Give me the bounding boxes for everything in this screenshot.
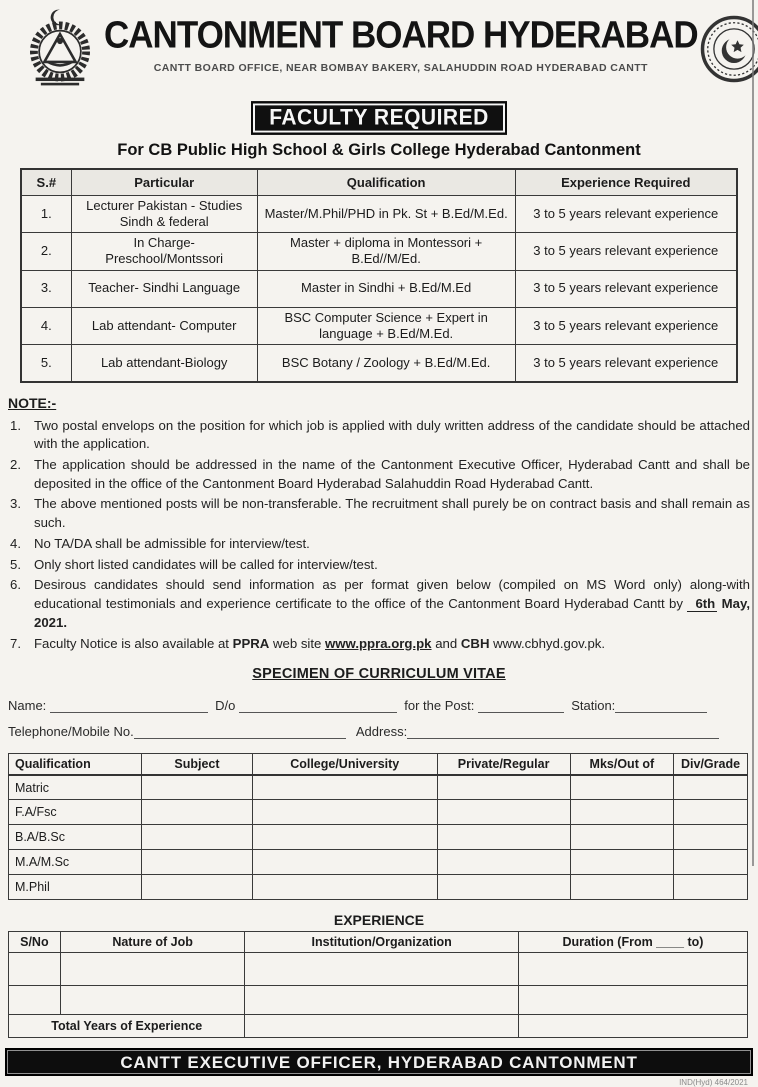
qualification-level-cell: Matric xyxy=(9,775,142,800)
qualification-level-cell: F.A/Fsc xyxy=(9,800,142,825)
note-text-part: web site xyxy=(272,635,322,651)
phone-label: Telephone/Mobile No. xyxy=(8,724,134,740)
empty-cell xyxy=(674,825,748,850)
experience-cell: 3 to 5 years relevant experience xyxy=(515,233,737,271)
qualification-level-cell: B.A/B.Sc xyxy=(9,825,142,850)
qualification-cell: Master in Sindhi + B.Ed/M.Ed xyxy=(257,270,515,307)
empty-cell xyxy=(437,800,570,825)
list-item xyxy=(8,635,750,654)
cantonment-board-crest-icon xyxy=(16,8,104,93)
list-item xyxy=(8,456,750,493)
sno-cell: 4. xyxy=(21,307,71,345)
table-row xyxy=(21,195,737,233)
footer-signature-bar: CANTT EXECUTIVE OFFICER, HYDERABAD CANTONMENT xyxy=(5,1048,753,1076)
empty-cell xyxy=(437,775,570,800)
empty-cell xyxy=(252,800,437,825)
header-titles xyxy=(104,8,698,74)
header-div-grade: Div/Grade xyxy=(674,754,748,775)
scan-edge-line xyxy=(752,0,754,866)
note-text: The application should be addressed in the name of the Cantonment Executive Officer, Hyderabad Cantt and shall be deposited in the office of the Cantonment Board Hyderabad Salahuddin Road Hyderabad Cantt. xyxy=(34,456,750,491)
empty-cell xyxy=(252,875,437,900)
qualification-level-cell: M.A/M.Sc xyxy=(9,850,142,875)
empty-cell xyxy=(142,800,253,825)
table-row xyxy=(21,307,737,345)
empty-cell xyxy=(142,775,253,800)
particular-cell: In Charge- Preschool/Montssori xyxy=(71,233,257,271)
address-blank-line xyxy=(407,726,719,739)
list-item xyxy=(8,495,750,532)
daughter-of-label: D/o xyxy=(215,698,236,714)
table-row xyxy=(21,270,737,307)
note-number: 6. xyxy=(10,577,21,593)
header-institution: Institution/Organization xyxy=(245,932,518,953)
header-college: College/University xyxy=(252,754,437,775)
empty-cell xyxy=(252,850,437,875)
cbh-label: CBH xyxy=(460,635,490,651)
empty-cell xyxy=(245,986,518,1015)
note-text-part: and xyxy=(435,635,458,651)
sno-cell: 5. xyxy=(21,345,71,382)
qualification-cell: Master/M.Phil/PHD in Pk. St + B.Ed/M.Ed. xyxy=(257,195,515,233)
empty-cell xyxy=(437,875,570,900)
list-item xyxy=(8,417,750,454)
header-sno: S/No xyxy=(9,932,61,953)
note-number: 2. xyxy=(10,456,21,472)
faculty-required-banner: FACULTY REQUIRED xyxy=(251,101,507,135)
station-blank-line xyxy=(615,700,707,713)
empty-cell xyxy=(437,825,570,850)
qualification-table xyxy=(8,753,748,900)
experience-cell: 3 to 5 years relevant experience xyxy=(515,195,737,233)
particular-cell: Teacher- Sindhi Language xyxy=(71,270,257,307)
header-particular: Particular xyxy=(71,169,257,195)
note-text xyxy=(34,576,750,632)
qualification-cell: BSC Botany / Zoology + B.Ed/M.Ed. xyxy=(257,345,515,382)
table-row xyxy=(9,875,748,900)
note-text xyxy=(34,635,750,654)
empty-cell xyxy=(570,775,673,800)
empty-cell xyxy=(570,850,673,875)
note-number: 7. xyxy=(10,635,21,651)
experience-header-row xyxy=(9,932,748,953)
sno-cell: 2. xyxy=(21,233,71,271)
empty-cell xyxy=(570,800,673,825)
list-item xyxy=(8,556,750,575)
experience-total-row xyxy=(9,1015,748,1038)
experience-cell: 3 to 5 years relevant experience xyxy=(515,270,737,307)
address-label: Address: xyxy=(355,724,408,740)
empty-cell xyxy=(142,850,253,875)
qualification-level-cell: M.Phil xyxy=(9,875,142,900)
daughter-of-blank-line xyxy=(239,700,397,713)
experience-cell: 3 to 5 years relevant experience xyxy=(515,345,737,382)
empty-cell xyxy=(570,875,673,900)
positions-table xyxy=(20,168,738,383)
notes-list xyxy=(8,417,750,654)
post-label: for the Post: xyxy=(404,698,475,714)
org-address: CANTT BOARD OFFICE, NEAR BOMBAY BAKERY, SALAHUDDIN ROAD HYDERABAD CANTT xyxy=(153,62,648,74)
list-item xyxy=(8,576,750,632)
header-nature-of-job: Nature of Job xyxy=(60,932,245,953)
table-row xyxy=(21,233,737,271)
sno-cell: 3. xyxy=(21,270,71,307)
cv-form-line-1 xyxy=(8,698,750,713)
empty-cell xyxy=(252,775,437,800)
empty-cell xyxy=(570,825,673,850)
empty-cell xyxy=(437,850,570,875)
header xyxy=(0,0,758,93)
empty-cell xyxy=(60,953,245,986)
note-number: 5. xyxy=(10,556,21,572)
total-years-label: Total Years of Experience xyxy=(9,1015,245,1038)
empty-cell xyxy=(245,1015,518,1038)
header-qualification: Qualification xyxy=(257,169,515,195)
experience-cell: 3 to 5 years relevant experience xyxy=(515,307,737,345)
empty-cell xyxy=(245,953,518,986)
empty-cell xyxy=(60,986,245,1015)
experience-section-title: EXPERIENCE xyxy=(333,912,425,929)
note-text-part: Desirous candidates should send information as per format given below (compiled on MS Word only) along-with educational testimonials and experience certificate to the office of the Cantonment Board Hyderabad Cantt by xyxy=(34,577,750,612)
empty-cell xyxy=(9,953,61,986)
table-row xyxy=(9,775,748,800)
empty-cell xyxy=(142,875,253,900)
header-experience: Experience Required xyxy=(515,169,737,195)
empty-cell xyxy=(252,825,437,850)
note-number: 1. xyxy=(10,417,21,433)
qualification-cell: BSC Computer Science + Expert in language + B.Ed/M.Ed. xyxy=(257,307,515,345)
note-text: Only short listed candidates will be called for interview/test. xyxy=(34,556,378,572)
note-text: Two postal envelops on the position for which job is applied with duly written address of the candidate should be attached with the application. xyxy=(34,417,750,452)
qualification-cell: Master + diploma in Montessori + B.Ed//M/Ed. xyxy=(257,233,515,271)
table-row xyxy=(9,850,748,875)
deadline-date: May, 2021. xyxy=(34,596,750,630)
empty-cell xyxy=(518,953,747,986)
ad-subheading: For CB Public High School & Girls College Hyderabad Cantonment xyxy=(117,141,641,159)
empty-cell xyxy=(518,1015,747,1038)
table-row xyxy=(9,953,748,986)
particular-cell: Lab attendant-Biology xyxy=(71,345,257,382)
header-sno: S.# xyxy=(21,169,71,195)
sno-cell: 1. xyxy=(21,195,71,233)
particular-cell: Lab attendant- Computer xyxy=(71,307,257,345)
ad-reference-number: IND(Hyd) 464/2021 xyxy=(679,1078,748,1087)
note-heading: NOTE:- xyxy=(8,394,57,411)
header-marks: Mks/Out of xyxy=(570,754,673,775)
empty-cell xyxy=(674,875,748,900)
experience-table xyxy=(8,931,748,1038)
header-private-regular: Private/Regular xyxy=(437,754,570,775)
name-label: Name: xyxy=(8,698,47,714)
table-row xyxy=(9,825,748,850)
empty-cell xyxy=(142,825,253,850)
ppra-website-link: www.ppra.org.pk xyxy=(325,635,432,651)
note-number: 3. xyxy=(10,496,21,512)
note-text: No TA/DA shall be admissible for interview/test. xyxy=(34,535,310,551)
table-row xyxy=(21,345,737,382)
qualification-header-row xyxy=(9,754,748,775)
header-subject: Subject xyxy=(142,754,253,775)
header-qualification: Qualification xyxy=(9,754,142,775)
particular-cell: Lecturer Pakistan - Studies Sindh & federal xyxy=(71,195,257,233)
empty-cell xyxy=(518,986,747,1015)
empty-cell xyxy=(674,850,748,875)
note-number: 4. xyxy=(10,535,21,551)
empty-cell xyxy=(674,800,748,825)
table-row xyxy=(9,800,748,825)
cv-section-title: SPECIMEN OF CURRICULUM VITAE xyxy=(252,666,506,683)
positions-header-row xyxy=(21,169,737,195)
station-label: Station: xyxy=(571,698,616,714)
banner-row xyxy=(0,102,758,134)
header-duration: Duration (From ____ to) xyxy=(518,932,747,953)
deadline-date: 6th xyxy=(687,596,717,612)
empty-cell xyxy=(9,986,61,1015)
post-blank-line xyxy=(478,700,564,713)
cbh-website-link: www.cbhyd.gov.pk. xyxy=(493,635,606,651)
page-title: CANTONMENT BOARD HYDERABAD xyxy=(104,14,698,57)
empty-cell xyxy=(674,775,748,800)
name-blank-line xyxy=(50,700,208,713)
table-row xyxy=(9,986,748,1015)
note-text-part: Faculty Notice is also available at xyxy=(34,635,229,651)
note-text: The above mentioned posts will be non-transferable. The recruitment shall purely be on contract basis and shall remain as such. xyxy=(34,496,750,531)
ppra-label: PPRA xyxy=(232,635,270,651)
phone-blank-line xyxy=(134,726,346,739)
cv-form-line-2 xyxy=(8,724,750,739)
cantonment-board-seal-icon xyxy=(698,14,758,89)
list-item xyxy=(8,535,750,554)
